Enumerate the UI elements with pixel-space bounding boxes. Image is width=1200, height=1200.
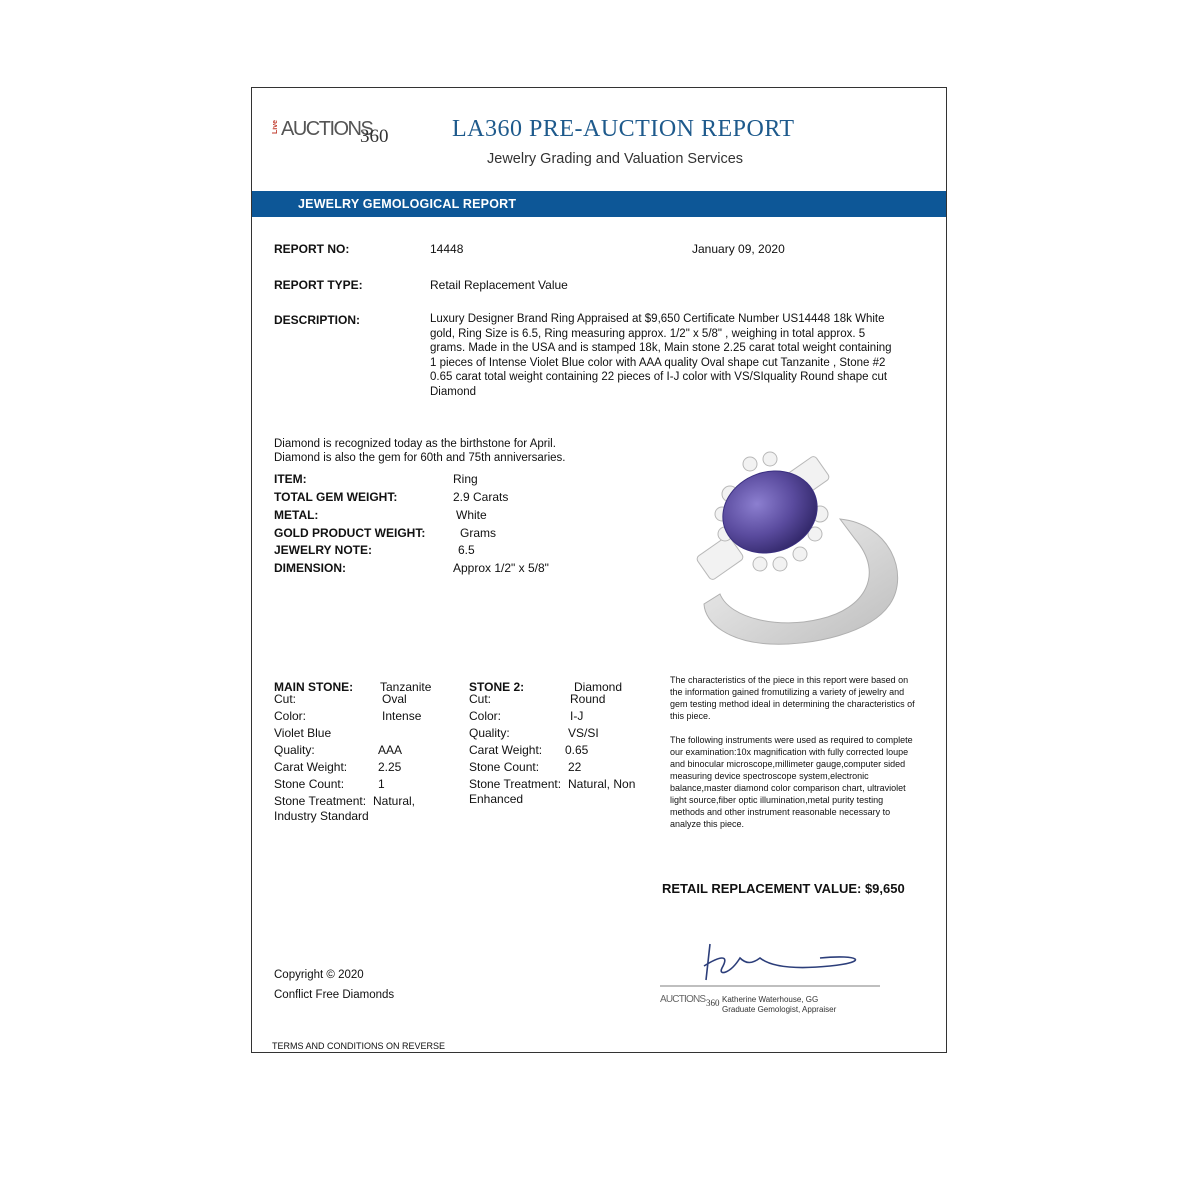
report-no-value: 14448 — [430, 242, 464, 256]
main-stone-color-value-2: Violet Blue — [274, 726, 332, 740]
main-stone-quality-label: Quality: — [274, 743, 315, 757]
stone2-quality-value: VS/SI — [568, 726, 599, 740]
methodology-notes — [670, 674, 920, 830]
main-stone-header: MAIN STONE: — [274, 680, 354, 694]
report-date: January 09, 2020 — [692, 242, 785, 256]
stone2-carat-value: 0.65 — [565, 743, 589, 757]
copyright-text: Copyright © 2020 — [274, 969, 364, 981]
appraiser-role: Graduate Gemologist, Appraiser — [722, 1005, 837, 1014]
main-stone-treatment-value-2: Industry Standard — [274, 809, 369, 823]
report-type-value: Retail Replacement Value — [430, 278, 568, 292]
stone2-name: Diamond — [574, 680, 623, 694]
detail-item-value: Ring — [453, 472, 478, 486]
stone2-header: STONE 2: — [469, 680, 525, 694]
logo-360-text: 360 — [360, 126, 389, 147]
logo-auctions-text: AUCTIONS — [281, 118, 373, 140]
stone2-cut-value: Round — [570, 692, 606, 706]
main-stone-carat-value: 2.25 — [378, 760, 402, 774]
main-stone-name: Tanzanite — [380, 680, 432, 694]
appraiser-name: Katherine Waterhouse, GG — [722, 995, 819, 1004]
description-text: Luxury Designer Brand Ring Appraised at $9,650 Certificate Number US14448 18k White gold, Ring Size is 6.5, Ring measuring approx. 1/2" x 5/8" , weighing in total approx. 5 grams. Made in the USA and is stamped 18k, Main stone 2.25 carat total weight containing 1 pieces of Intense Violet Blue color with AAA quality Oval shape cut Tanzanite , Stone #2 0.65 carat total weight containing 22 pieces of I-J color with VS/SIquality Round shape cut Diamond — [430, 313, 892, 398]
auctions360-logo — [272, 118, 402, 150]
report-document — [251, 87, 947, 1053]
main-stone-quality-value: AAA — [378, 743, 403, 757]
main-stone-color-value: Intense — [382, 709, 422, 723]
birthstone-line-2: Diamond is also the gem for 60th and 75th anniversaries. — [274, 452, 566, 464]
stone2-cut-label: Cut: — [469, 692, 492, 706]
main-stone-cut-value: Oval — [382, 692, 407, 706]
main-stone-carat-label: Carat Weight: — [274, 760, 348, 774]
stone2-color-value: I-J — [570, 709, 584, 723]
signature-block — [660, 936, 890, 1016]
detail-jewelry-note-label: JEWELRY NOTE: — [274, 543, 373, 557]
main-stone-treatment-label: Stone Treatment: — [274, 794, 367, 808]
main-stone-count-label: Stone Count: — [274, 777, 345, 791]
report-type-label: REPORT TYPE: — [274, 278, 363, 292]
section-bar — [252, 191, 946, 217]
detail-dimension-label: DIMENSION: — [274, 561, 346, 575]
stone2-treatment-value-2: Enhanced — [469, 792, 524, 806]
detail-item-label: ITEM: — [274, 472, 307, 486]
notes-paragraph-1: The characteristics of the piece in this report were based on the information gained fromutilizing a variety of jewelry and gem testing method ideal in determining the characteristics of this piece. — [670, 675, 915, 721]
detail-jewelry-note-value: 6.5 — [458, 543, 475, 557]
signature-logo-360: 360 — [706, 998, 720, 1008]
detail-metal-value: White — [456, 508, 487, 522]
signature-logo-auctions: AUCTIONS — [660, 994, 706, 1005]
logo-live-text: Live — [272, 120, 279, 135]
stone2-treatment-label: Stone Treatment: — [469, 777, 562, 791]
section-bar-label: JEWELRY GEMOLOGICAL REPORT — [298, 197, 517, 211]
stone2-count-value: 22 — [568, 760, 582, 774]
signature-image — [660, 936, 890, 988]
stone2-quality-label: Quality: — [469, 726, 510, 740]
terms-text: TERMS AND CONDITIONS ON REVERSE — [272, 1041, 446, 1051]
retail-replacement-value: RETAIL REPLACEMENT VALUE: $9,650 — [662, 881, 905, 896]
main-stone-count-value: 1 — [378, 777, 385, 791]
ring-image — [690, 424, 912, 650]
detail-gold-weight-label: GOLD PRODUCT WEIGHT: — [274, 526, 426, 540]
stone2-color-label: Color: — [469, 709, 502, 723]
stone2-treatment-value: Natural, Non — [568, 777, 636, 791]
detail-gem-weight-value: 2.9 Carats — [453, 490, 509, 504]
main-stone-color-label: Color: — [274, 709, 307, 723]
appraiser-info — [722, 995, 836, 1015]
detail-gem-weight-label: TOTAL GEM WEIGHT: — [274, 490, 398, 504]
main-stone-treatment-value: Natural, — [373, 794, 416, 808]
main-stone-cut-label: Cut: — [274, 692, 297, 706]
detail-dimension-value: Approx 1/2" x 5/8" — [453, 561, 549, 575]
report-no-label: REPORT NO: — [274, 242, 350, 256]
notes-paragraph-2: The following instruments were used as required to complete our examination:10x magnification with fully corrected loupe and binocular microscope,millimeter gauge,computer sided measuring device spectroscope system,electronic balance,master diamond color comparison chart, ultraviolet light source,fiber optic illumination,metal purity testing methods and other instrument reasonable necessary to analyze this piece. — [670, 735, 913, 829]
stone2-count-label: Stone Count: — [469, 760, 540, 774]
detail-gold-weight-value: Grams — [460, 526, 496, 540]
detail-metal-label: METAL: — [274, 508, 319, 522]
stone2-carat-label: Carat Weight: — [469, 743, 543, 757]
birthstone-line-1: Diamond is recognized today as the birthstone for April. — [274, 438, 556, 450]
report-subtitle: Jewelry Grading and Valuation Services — [487, 151, 744, 167]
description-label: DESCRIPTION: — [274, 313, 361, 327]
conflict-free-text: Conflict Free Diamonds — [274, 989, 395, 1001]
report-title: LA360 PRE-AUCTION REPORT — [452, 116, 795, 142]
